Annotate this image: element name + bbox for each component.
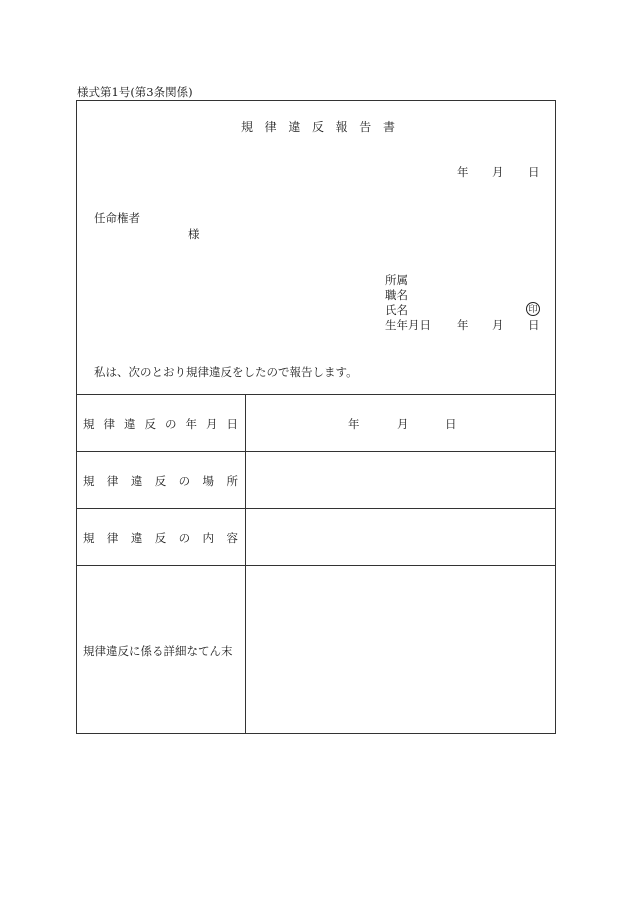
violation-details-label: 規律違反に係る詳細なてん末 bbox=[83, 644, 233, 658]
position-label: 職名 bbox=[385, 288, 408, 302]
label-char: 日 bbox=[226, 417, 238, 431]
label-char: 規 bbox=[83, 531, 95, 545]
birth-year-label: 年 bbox=[457, 318, 469, 332]
seal-icon: 印 bbox=[526, 302, 540, 316]
label-char: 反 bbox=[144, 417, 156, 431]
label-char: 違 bbox=[124, 417, 136, 431]
form-number-label: 様式第1号(第3条関係) bbox=[77, 85, 193, 99]
violation-month-label: 月 bbox=[397, 417, 409, 431]
violation-year-label: 年 bbox=[348, 417, 360, 431]
date-year-label: 年 bbox=[457, 165, 469, 179]
row-divider bbox=[76, 565, 556, 566]
label-char: 違 bbox=[130, 531, 143, 545]
label-char: 規 bbox=[83, 474, 95, 488]
title-char: 反 bbox=[311, 120, 324, 134]
birth-day-label: 日 bbox=[528, 318, 540, 332]
table-top-border bbox=[76, 394, 556, 395]
violation-day-label: 日 bbox=[445, 417, 457, 431]
label-char: 律 bbox=[106, 531, 119, 545]
label-char: の bbox=[165, 417, 177, 431]
label-char: 反 bbox=[154, 531, 167, 545]
label-char: 反 bbox=[154, 474, 167, 488]
column-divider bbox=[245, 394, 246, 734]
title-char: 書 bbox=[382, 120, 395, 134]
title-char: 報 bbox=[335, 120, 348, 134]
label-char: 場 bbox=[202, 474, 215, 488]
label-char: 律 bbox=[103, 417, 115, 431]
birth-month-label: 月 bbox=[492, 318, 504, 332]
addressee-title: 任命権者 bbox=[94, 211, 140, 225]
date-day-label: 日 bbox=[528, 165, 540, 179]
label-char: 月 bbox=[206, 417, 218, 431]
label-char: 律 bbox=[106, 474, 119, 488]
label-char: 内 bbox=[202, 531, 215, 545]
violation-content-label bbox=[83, 530, 238, 546]
title-char: 律 bbox=[264, 120, 277, 134]
violation-date-label bbox=[83, 416, 238, 432]
title-char: 違 bbox=[288, 120, 301, 134]
row-divider bbox=[76, 508, 556, 509]
label-char: の bbox=[178, 531, 191, 545]
row-divider bbox=[76, 451, 556, 452]
birthdate-label: 生年月日 bbox=[385, 318, 431, 332]
violation-place-label bbox=[83, 473, 238, 489]
date-month-label: 月 bbox=[492, 165, 504, 179]
affiliation-label: 所属 bbox=[385, 273, 408, 287]
title-char: 告 bbox=[359, 120, 372, 134]
addressee-honorific: 様 bbox=[188, 227, 200, 241]
label-char: 年 bbox=[185, 417, 197, 431]
title-char: 規 bbox=[241, 120, 254, 134]
label-char: の bbox=[178, 474, 191, 488]
label-char: 所 bbox=[226, 474, 238, 488]
name-label: 氏名 bbox=[385, 303, 408, 317]
label-char: 容 bbox=[226, 531, 238, 545]
label-char: 規 bbox=[83, 417, 95, 431]
label-char: 違 bbox=[130, 474, 143, 488]
document-title bbox=[241, 118, 395, 135]
statement-text: 私は、次のとおり規律違反をしたので報告します。 bbox=[94, 365, 358, 379]
